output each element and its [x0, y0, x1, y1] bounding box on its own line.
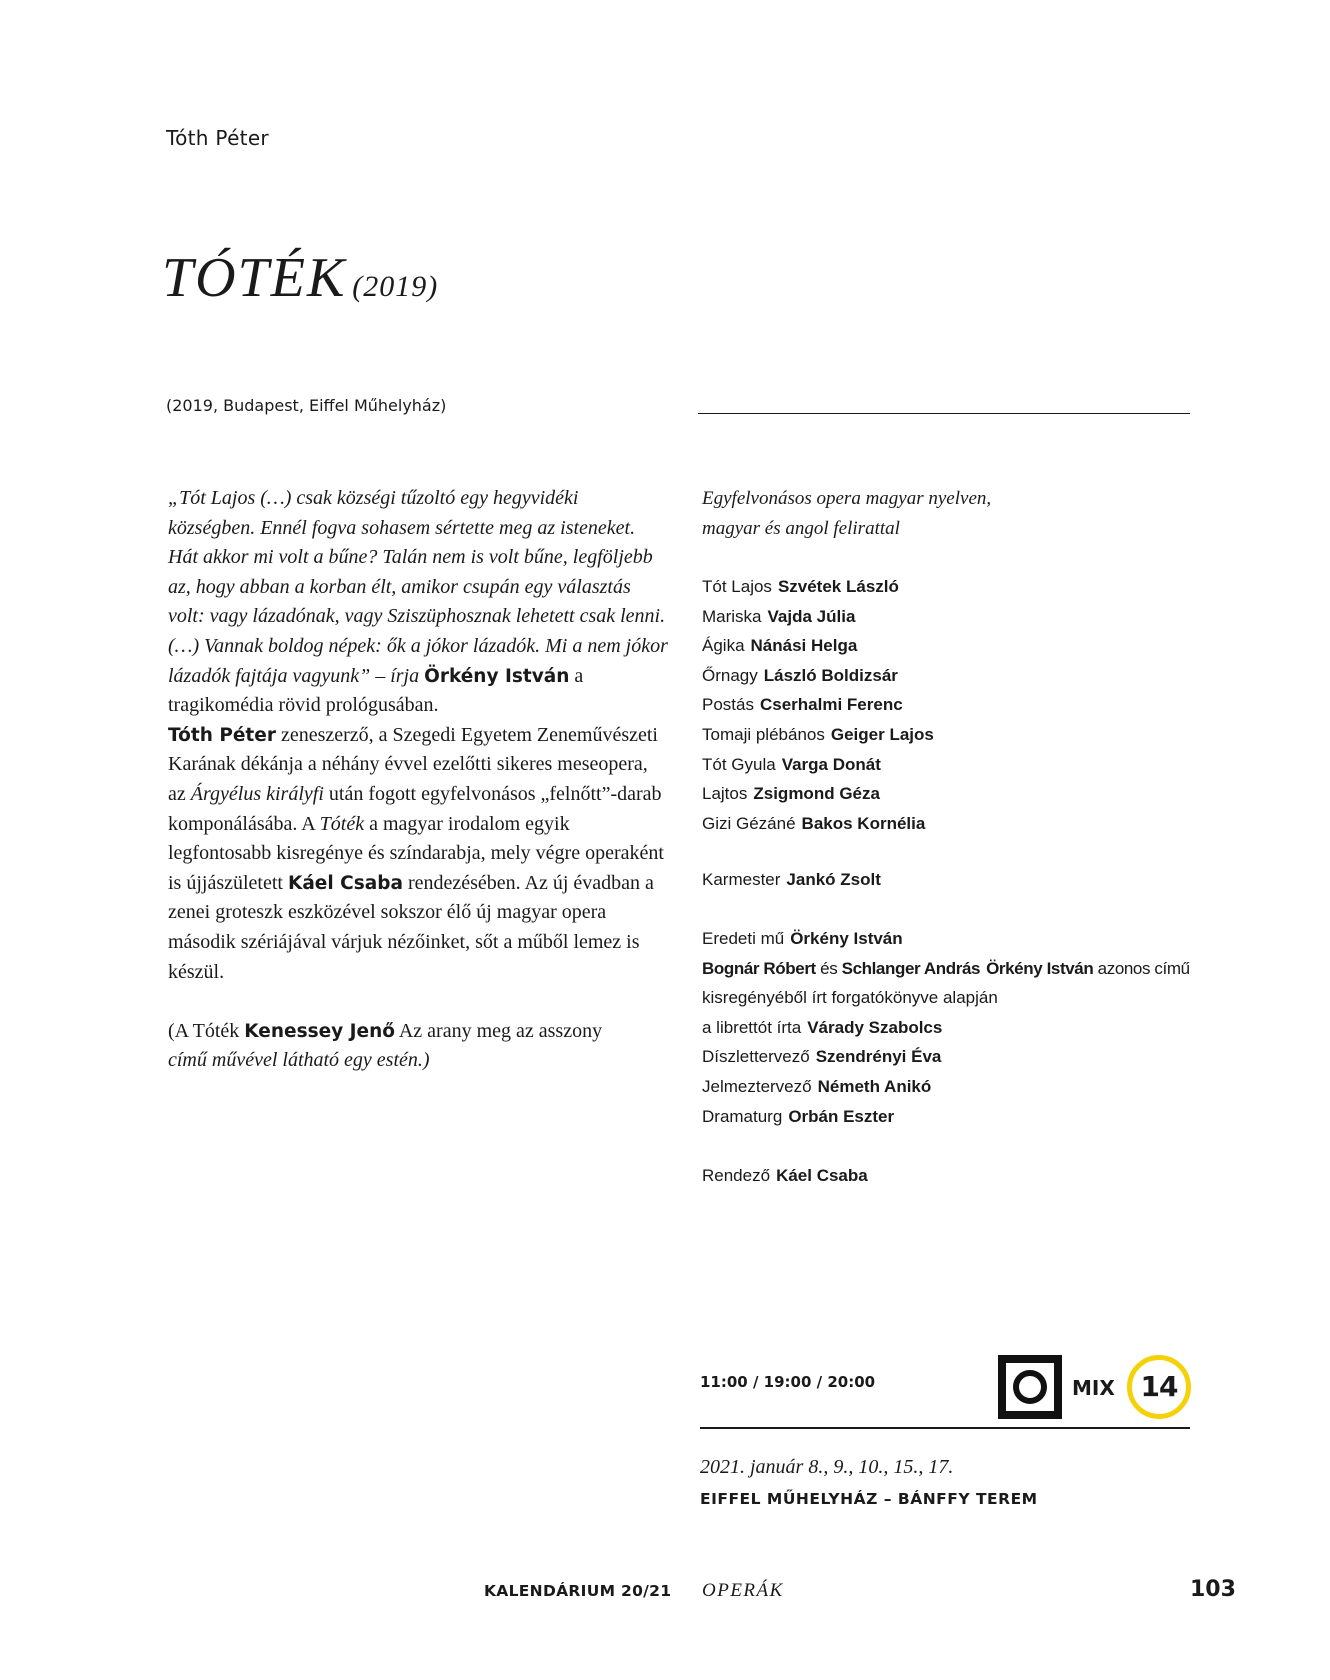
note-composer: Kenessey Jenő [244, 1020, 395, 1042]
credit-name: Káel Csaba [776, 1166, 868, 1185]
credit-role: Díszlettervező [702, 1047, 810, 1067]
cast-row [702, 690, 1222, 720]
cast-name: Vajda Júlia [767, 606, 856, 626]
cast-role: Lajtos [702, 784, 748, 804]
composer-paragraph [168, 721, 668, 987]
show-times: 11:00 / 19:00 / 20:00 [700, 1373, 876, 1391]
event-venue: EIFFEL MŰHELYHÁZ – BÁNFFY TEREM [700, 1490, 1038, 1508]
cast-name: Varga Donát [781, 754, 881, 774]
cast-name: Nánási Helga [750, 636, 858, 656]
page-number: 103 [1190, 1577, 1236, 1602]
intro-line-1: Egyfelvonásos opera magyar nyelven, [702, 488, 992, 509]
cast-row [702, 631, 1222, 661]
quote-paragraph [168, 484, 668, 721]
opera-logo-icon [998, 1355, 1062, 1419]
intro-line-2: magyar és angol felirattal [702, 517, 900, 539]
cast-role: Tót Gyula [702, 754, 776, 774]
cast-role: Tót Lajos [702, 577, 772, 596]
credit-row [702, 865, 1222, 895]
credit-role: Karmester [702, 870, 781, 889]
p2-text-d: rendezésében. Az új évadban a zenei groteszk eszközével sokszor élő új magyar opera második szériájával várjuk nézőinket, sőt a műből lemez is készül. [168, 871, 654, 983]
cast-row [702, 779, 1222, 809]
p2-text-c: a magyar irodalom egyik legfontosabb kisregénye és színdarabja, mely végre operaként is újjászületett [168, 812, 664, 894]
credit-row [702, 1072, 1222, 1102]
opera-logo-ring-icon [1013, 1370, 1047, 1404]
cast-row [702, 661, 1222, 691]
credit-role: Rendező [702, 1166, 771, 1185]
note-c: című művével látható egy estén.) [168, 1049, 430, 1072]
quote-author: Örkény István [424, 665, 570, 687]
cast-name: László Boldizsár [763, 665, 898, 685]
cast-name: Zsigmond Géza [753, 784, 880, 804]
cast-name: Cserhalmi Ferenc [759, 695, 903, 715]
credit-name: Szendrényi Éva [815, 1047, 942, 1067]
cast-role: Mariska [702, 606, 762, 626]
cast-role: Ágika [702, 636, 745, 656]
conductor-credit [702, 865, 1222, 895]
cast-name: Geiger Lajos [830, 724, 934, 744]
credit-name: Orbán Eszter [788, 1106, 895, 1126]
credit-name: Örkény István [986, 958, 1094, 978]
opera-info [702, 484, 1182, 543]
credit-role: Jelmeztervező [702, 1076, 812, 1096]
title-year: (2019) [352, 270, 439, 303]
cast-role: Postás [702, 695, 754, 715]
cast-name: Szvétek László [777, 577, 899, 596]
note-paragraph [168, 1017, 668, 1076]
cast-row [702, 572, 1222, 602]
cast-role: Tomaji plébános [702, 724, 825, 744]
age-rating-badge: 14 [1127, 1355, 1191, 1419]
credit-row [702, 1102, 1222, 1132]
cast-role: Gizi Gézáné [702, 813, 796, 833]
cast-name: Bakos Kornélia [801, 813, 926, 833]
mix-label: MIX [1072, 1376, 1115, 1400]
title-text: TÓTÉK [162, 247, 347, 309]
cast-role: Őrnagy [702, 665, 758, 685]
p2-text-b: után fogott egyfelvonásos „felnőtt”-darab komponálásába. A [168, 782, 662, 835]
credit-name: Bognár Róbert [702, 958, 816, 978]
credit-row [702, 1013, 1222, 1043]
cast-row [702, 750, 1222, 780]
credit-name: Németh Anikó [817, 1076, 932, 1096]
credit-name: Várady Szabolcs [807, 1017, 943, 1037]
premiere-info: (2019, Budapest, Eiffel Műhelyház) [166, 396, 447, 415]
quote-text: „Tót Lajos (…) csak községi tűzoltó egy hegyvidéki községben. Ennél fogva sohasem sértette meg az isteneket. Hát akkor mi volt a bűne? Talán nem is volt bűne, legföljebb az, hogy abban a korban élt, amikor csupán egy választás volt: vagy lázadónak, vagy Sziszüphosznak lehetett csak lenni. (…) Vannak boldog népek: ők a jókor lázadók. Mi a nem jókor lázadók fajtája vagyunk” – írja [168, 487, 668, 687]
credit-role: kisregényéből írt forgatókönyve alapján [702, 988, 998, 1008]
p2-text-a: zeneszerző, a Szegedi Egyetem Zeneművészeti Karának dékánja a néhány évvel ezelőtti sikeres meseopera, az [168, 723, 658, 805]
credit-name: Schlanger András [841, 958, 981, 978]
credit-role: Eredeti mű [702, 929, 785, 948]
page-title [162, 246, 438, 310]
note-a: (A Tóték [168, 1019, 245, 1042]
cast-row [702, 809, 1222, 839]
credit-role: és [815, 958, 842, 978]
credit-name: Jankó Zsolt [786, 870, 881, 889]
cast-row [702, 602, 1222, 632]
note-b: Az arany meg az asszony [394, 1019, 603, 1042]
credit-name: Örkény István [790, 929, 903, 948]
credit-role: a librettót írta [702, 1017, 802, 1037]
footer-publication: KALENDÁRIUM 20/21 [484, 1582, 672, 1600]
credit-row [702, 983, 1222, 1013]
footer-section: OPERÁK [702, 1580, 784, 1601]
work-title: Árgyélus királyfi [190, 782, 324, 805]
composer-name: Tóth Péter [166, 126, 269, 150]
credit-row [702, 1161, 1222, 1191]
credit-row [702, 924, 1222, 954]
description [168, 484, 668, 1076]
cast-row [702, 720, 1222, 750]
quote-tail: a tragikomédia rövid prológusában. [168, 664, 584, 717]
director-bold: Káel Csaba [287, 872, 403, 894]
divider-bottom [700, 1427, 1190, 1429]
credit-role: Dramaturg [702, 1106, 783, 1126]
credit-row [702, 1042, 1222, 1072]
composer-bold: Tóth Péter [168, 724, 276, 746]
event-dates: 2021. január 8., 9., 10., 15., 17. [700, 1456, 954, 1478]
credit-role: azonos című [1093, 958, 1190, 978]
director-credit [702, 1161, 1222, 1191]
paragraph-gap [168, 987, 668, 1017]
cast-list [702, 572, 1222, 838]
divider-top [698, 413, 1190, 414]
creative-credits [702, 924, 1222, 1131]
credit-row [702, 954, 1222, 984]
work-title-2: Tóték [319, 812, 365, 835]
